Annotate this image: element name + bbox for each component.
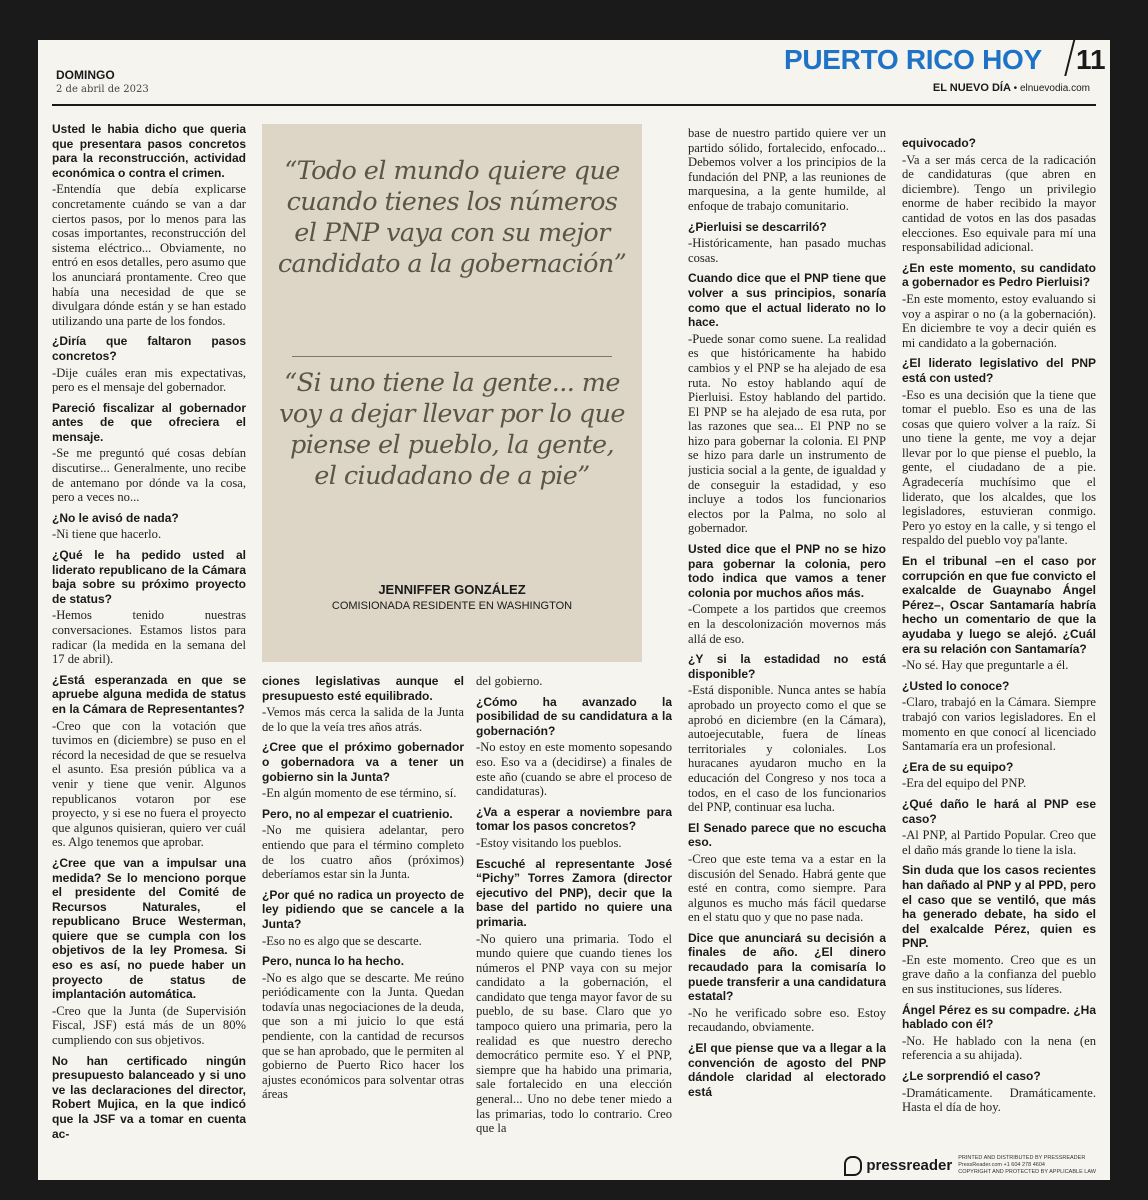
pull-quote-1: “Todo el mundo quiere que cuando tienes los números el PNP vaya con su mejor candidato a la gobernación” bbox=[277, 156, 627, 279]
interview-question: ¿Cómo ha avanzado la posibilidad de su candidatura a la gobernación? bbox=[476, 694, 672, 738]
interview-question: ¿Por qué no radica un proyecto de ley pidiendo que se cancele a la Junta? bbox=[262, 887, 464, 931]
interview-answer: -Creo que este tema va a estar en la discusión del Senado. Habrá gente que esté en contra, como siempre. Para algunos es mucho más fácil quedarse en el statu quo y que no pase nada. bbox=[688, 851, 886, 925]
interview-answer: -Compete a los partidos que creemos en la descolonización movernos más allá de eso. bbox=[688, 602, 886, 646]
interview-question: equivocado? bbox=[902, 136, 977, 150]
interview-answer: base de nuestro partido quiere ver un partido sólido, fortalecido, enfocado... Debemos volver a los principios de la fundación del PNP, a las reuniones de marquesina, a la gente humilde, al enfoque de trabajo comunitario. bbox=[688, 126, 886, 213]
interview-question: El Senado parece que no escucha eso. bbox=[688, 820, 886, 850]
date-label: 2 de abril de 2023 bbox=[56, 84, 149, 95]
interview-question: ¿Usted lo conoce? bbox=[902, 678, 1010, 693]
interview-answer: -Vemos más cerca la salida de la Junta de lo que la veía tres años atrás. bbox=[262, 705, 464, 734]
header-rule bbox=[52, 104, 1096, 106]
quote-author: JENNIFFER GONZÁLEZ bbox=[378, 582, 526, 597]
interview-question: Escuché al representante José “Pichy” Torres Zamora (director ejecutivo del PNP), decir que la base del partido no quiere una primaria. bbox=[476, 856, 672, 929]
paper-site: • elnuevodia.com bbox=[1013, 83, 1090, 94]
interview-answer: -Se me preguntó qué cosas debían discutirse... Generalmente, uno recibe de antemano por dónde va la cosa, pero a veces no... bbox=[52, 446, 246, 505]
interview-question: Usted dice que el PNP no se hizo para gobernar la colonia, pero todo indica que vamos a tener colonia por muchos años más. bbox=[688, 542, 886, 600]
column-2 bbox=[262, 674, 464, 1180]
interview-answer: del gobierno. bbox=[476, 674, 543, 688]
column-3 bbox=[476, 674, 672, 1180]
interview-answer: -No sé. Hay que preguntarle a él. bbox=[902, 658, 1069, 673]
interview-question: ¿Era de su equipo? bbox=[902, 759, 1014, 774]
interview-answer: -Entendía que debía explicarse concretamente cuándo se van a dar ciertos pasos, por lo menos para las cosas importantes, reconstrucción del sistema eléctrico... Obviamente, no entró en esos detalles, pero asumo que los anunciará prontamente. Creo que había una necesidad de que se divulgara dónde están y se han estado utilizando una parte de los fondos. bbox=[52, 182, 246, 328]
notice-line-2: PressReader.com +1 604 278 4604 bbox=[958, 1162, 1045, 1168]
interview-answer: -Puede sonar como suene. La realidad es que históricamente ha habido cambios y el PNP se ha alejado de esa ruta. No estoy hablando aquí de Pierluisi. Estoy hablando del partido. El PNP se ha alejado de esa ruta, por las razones que sea... El PNP no se hizo para gobernar la colonia. El PNP se hizo para darle un instrumento de justicia social a la gente, de igualdad y de conseguir la estadidad, y eso incluye a todos los funcionarios electos por la Palma, no solo al gobernador. bbox=[688, 331, 886, 536]
interview-question: ¿No le avisó de nada? bbox=[52, 510, 179, 525]
interview-answer: -No me quisiera adelantar, pero entiendo que para el término completo de los cuatro años (próximos) deberíamos estar sin la Junta. bbox=[262, 823, 464, 882]
interview-question: ¿Está esperanzada en que se apruebe alguna medida de status en la Cámara de Representantes? bbox=[52, 672, 246, 716]
day-label: DOMINGO bbox=[56, 68, 115, 82]
pull-quote-2: “Si uno tiene la gente... me voy a dejar llevar por lo que piense el pueblo, la gente, el ciudadano de a pie” bbox=[279, 368, 625, 491]
notice-line-1: PRINTED AND DISTRIBUTED BY PRESSREADER bbox=[958, 1155, 1086, 1161]
interview-answer: -No quiero una primaria. Todo el mundo quiere que cuando tienes los números el PNP vaya con su mejor candidato a la gobernación, el candidato que tenga mayor favor de su pueblo, de su base. Claro que yo tampoco quiero una primaria, pero la realidad es que nuestro derecho democrático permite eso. Y el PNP, siempre que ha habido una primaria, sale fortalecido en una elección general... Uno no debe tener miedo a las primarias, todo lo contrario. Creo que la bbox=[476, 931, 672, 1136]
quote-author-role: COMISIONADA RESIDENTE EN WASHINGTON bbox=[331, 600, 573, 612]
interview-answer: -En este momento, estoy evaluando si voy a aspirar o no (a la gobernación). En diciembre te voy a decir quién es mi candidato a la gobernación. bbox=[902, 291, 1096, 350]
newspaper-page bbox=[38, 40, 1110, 1180]
interview-question: Sin duda que los casos recientes han dañado al PNP y al PPD, pero el caso que se ventiló, que más ha generado debate, ha sido el del exalcalde Pérez, quien es PNP. bbox=[902, 863, 1096, 951]
interview-question: No han certificado ningún presupuesto balanceado y si uno ve las declaraciones del director, Robert Mujica, en la que indicó que la JSF va a tomar en cuenta ac- bbox=[52, 1053, 246, 1141]
interview-question: ¿Qué daño le hará al PNP ese caso? bbox=[902, 796, 1096, 826]
interview-answer: -En este momento. Creo que es un grave daño a la confianza del pueblo en sus instituciones, sus líderes. bbox=[902, 952, 1096, 997]
interview-answer: -No. He hablado con la nena (en referencia a su ahijada). bbox=[902, 1033, 1096, 1063]
interview-answer: -Hemos tenido nuestras conversaciones. Estamos listos para radicar (la medida en la semana del 17 de abril). bbox=[52, 608, 246, 667]
pull-quote-box bbox=[262, 124, 642, 662]
interview-answer: -En algún momento de ese término, sí. bbox=[262, 786, 457, 801]
interview-answer: -Eso no es algo que se descarte. bbox=[262, 933, 422, 948]
interview-question: ciones legislativas aunque el presupuesto esté equilibrado. bbox=[262, 674, 464, 703]
interview-answer: -Creo que con la votación que tuvimos en (diciembre) se puso en el récord la necesidad de que se resuelva el asunto. Esa presión pública va a venir y tiene que venir. Algunos republicanos votaron por ese proyecto, y si ese no fuera el proyecto que algunos quisieran, quiero ver cuál es. Algo tenemos que aprobar. bbox=[52, 718, 246, 850]
pressreader-notice bbox=[958, 1155, 1096, 1176]
page-number: 11 bbox=[1076, 44, 1106, 75]
interview-answer: -No es algo que se descarte. Me reúno periódicamente con la Junta. Quedan todavía unas negociaciones de la deuda, que son a mi juicio lo que está pendiente, con la cantidad de recursos que se han aprobado, que le permiten al gobierno de Puerto Rico hacer los ajustes económicos para solventar otras áreas bbox=[262, 970, 464, 1102]
interview-answer: -Ni tiene que hacerlo. bbox=[52, 527, 162, 542]
column-1 bbox=[52, 122, 246, 1180]
interview-question: ¿Pierluisi se descarriló? bbox=[688, 219, 827, 234]
interview-question: ¿El liderato legislativo del PNP está con usted? bbox=[902, 356, 1096, 385]
interview-question: Dice que anunciará su decisión a finales de año. ¿El dinero recaudado para la comisaría lo puede transferir a una candidatura estatal? bbox=[688, 930, 886, 1004]
interview-answer: -No he verificado sobre eso. Estoy recaudando, obviamente. bbox=[688, 1005, 886, 1035]
interview-answer: -Históricamente, han pasado muchas cosas. bbox=[688, 236, 886, 265]
pressreader-logo: pressreader bbox=[866, 1157, 953, 1174]
section-title: PUERTO RICO HOY bbox=[784, 44, 1042, 75]
interview-answer: -Al PNP, al Partido Popular. Creo que el daño más grande lo tiene la isla. bbox=[902, 828, 1096, 857]
interview-question: ¿El que piense que va a llegar a la convención de agosto del PNP dándole claridad al electorado está bbox=[688, 1041, 886, 1099]
interview-answer: -No estoy en este momento sopesando eso. Eso va a (decidirse) a finales de este año (cuando se abre el proceso de candidaturas). bbox=[476, 740, 672, 799]
interview-answer: -Estoy visitando los pueblos. bbox=[476, 835, 622, 850]
interview-answer: -Dramáticamente. Dramáticamente. Hasta el día de hoy. bbox=[902, 1085, 1096, 1115]
interview-answer: -Claro, trabajó en la Cámara. Siempre trabajó con varios legisladores. En el momento en que conocí al licenciado Santamaría era un profesional. bbox=[902, 695, 1096, 754]
interview-question: Pero, nunca lo ha hecho. bbox=[262, 954, 405, 969]
paper-name: EL NUEVO DÍA bbox=[932, 82, 1011, 94]
column-5 bbox=[902, 136, 1096, 1180]
interview-question: ¿Qué le ha pedido usted al liderato republicano de la Cámara baja sobre su próximo proyecto de status? bbox=[52, 548, 246, 606]
interview-question: Usted le habia dicho que queria que presentara pasos concretos para la reconstrucción, actividad económica o contra el crimen. bbox=[52, 122, 246, 180]
interview-answer: -Dije cuáles eran mis expectativas, pero es el mensaje del gobernador. bbox=[52, 365, 246, 395]
interview-question: ¿Y si la estadidad no está disponible? bbox=[688, 652, 886, 681]
brand-line bbox=[933, 82, 1090, 94]
interview-question: ¿Va a esperar a noviembre para tomar los pasos concretos? bbox=[476, 804, 672, 834]
notice-line-3: COPYRIGHT AND PROTECTED BY APPLICABLE LAW bbox=[958, 1169, 1096, 1175]
column-4 bbox=[688, 126, 886, 1180]
interview-question: Cuando dice que el PNP tiene que volver a sus principios, sonaría como que el actual liderato no lo hace. bbox=[688, 271, 886, 330]
pressreader-footer bbox=[844, 1155, 1096, 1176]
interview-question: ¿En este momento, su candidato a gobernador es Pedro Pierluisi? bbox=[902, 260, 1096, 290]
interview-answer: -Creo que la Junta (de Supervisión Fiscal, JSF) está más de un 80% cumpliendo con sus objetivos. bbox=[52, 1003, 246, 1048]
interview-question: Pero, no al empezar el cuatrienio. bbox=[262, 806, 453, 821]
interview-answer: -Eso es una decisión que la tiene que tomar el pueblo. Eso es una de las cosas que quiero volver a la raíz. Si uno tiene la gente, me voy a dejar llevar por lo que piense el pueblo, la gente, el ciudadano de a pie. Agradecería muchísimo que el liderato, que los alcaldes, que los legisladores, estuvieran conmigo. Pero yo estoy en la calle, y si tengo el respaldo del pueblo voy pa'lante. bbox=[902, 387, 1096, 548]
interview-question: En el tribunal –en el caso por corrupción en que fue convicto el exalcalde de Guaynabo Ángel Pérez–, Oscar Santamaría habría hecho un comentario de que la ayudaba y luego se alejó. ¿Cuál era su relación con Santamaría? bbox=[902, 554, 1096, 656]
interview-answer: -Va a ser más cerca de la radicación de candidaturas (que abren en diciembre). Tengo un privilegio enorme de haber recibido la mayor cantidad de votos en las dos pasadas elecciones. Eso equivale para mí una responsabilidad adicional. bbox=[902, 152, 1096, 255]
interview-question: ¿Cree que van a impulsar una medida? Se lo menciono porque el presidente del Comité de Recursos Naturales, el republicano Bruce Westerman, quiere que se cumpla con los objetivos de la ley Promesa. Si eso es así, no puede haber un proyecto de status de implantación automática. bbox=[52, 855, 246, 1002]
section-slash bbox=[1064, 40, 1075, 76]
interview-question: Pareció fiscalizar al gobernador antes de que ofreciera el mensaje. bbox=[52, 400, 246, 444]
interview-question: ¿Diría que faltaron pasos concretos? bbox=[52, 334, 246, 363]
interview-answer: -Está disponible. Nunca antes se había aprobado un proyecto como el que se aprobó en diciembre (en la Cámara), autoejecutable, fuera de líneas territoriales y coloniales. Los huracanes ayudaron mucho en la educación del Congreso y nos toca a todos, en el caso de los funcionarios del PNP, continuar esa lucha. bbox=[688, 683, 886, 815]
pull-quote-divider bbox=[292, 356, 612, 357]
interview-question: ¿Le sorprendió el caso? bbox=[902, 1069, 1041, 1084]
pressreader-logo-icon bbox=[844, 1156, 862, 1176]
interview-question: Ángel Pérez es su compadre. ¿Ha hablado con él? bbox=[902, 1002, 1096, 1032]
interview-answer: -Era del equipo del PNP. bbox=[902, 776, 1027, 791]
interview-question: ¿Cree que el próximo gobernador o gobernadora va a tener un gobierno sin la Junta? bbox=[262, 740, 464, 784]
